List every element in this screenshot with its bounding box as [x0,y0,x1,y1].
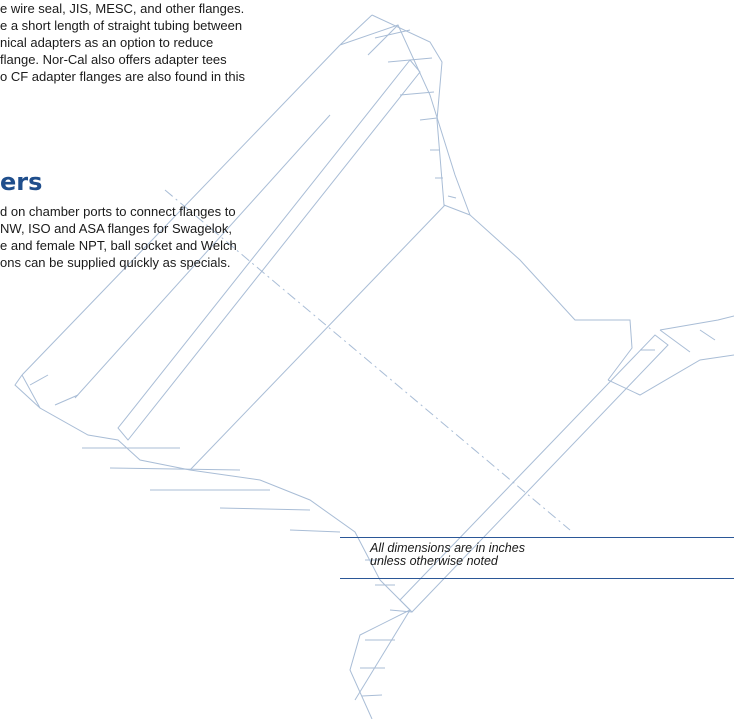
adapters-line: e and female NPT, ball socket and Welch [0,238,237,253]
section-heading: ers [0,168,43,196]
intro-line: e wire seal, JIS, MESC, and other flanges. [0,1,245,16]
intro-paragraph [0,0,245,85]
adapters-paragraph [0,203,237,271]
intro-line: flange. Nor-Cal also offers adapter tees [0,52,227,67]
dimensions-note-line-2: unless otherwise noted [370,554,498,568]
intro-line: o CF adapter flanges are also found in this [0,69,245,84]
intro-line: nical adapters as an option to reduce [0,35,214,50]
dimensions-note [340,537,734,579]
dimensions-note-line-1: All dimensions are in inches [370,541,525,555]
adapters-line: ons can be supplied quickly as specials. [0,255,231,270]
adapters-line: d on chamber ports to connect flanges to [0,204,236,219]
adapters-line: NW, ISO and ASA flanges for Swagelok, [0,221,232,236]
intro-line: e a short length of straight tubing between [0,18,243,33]
